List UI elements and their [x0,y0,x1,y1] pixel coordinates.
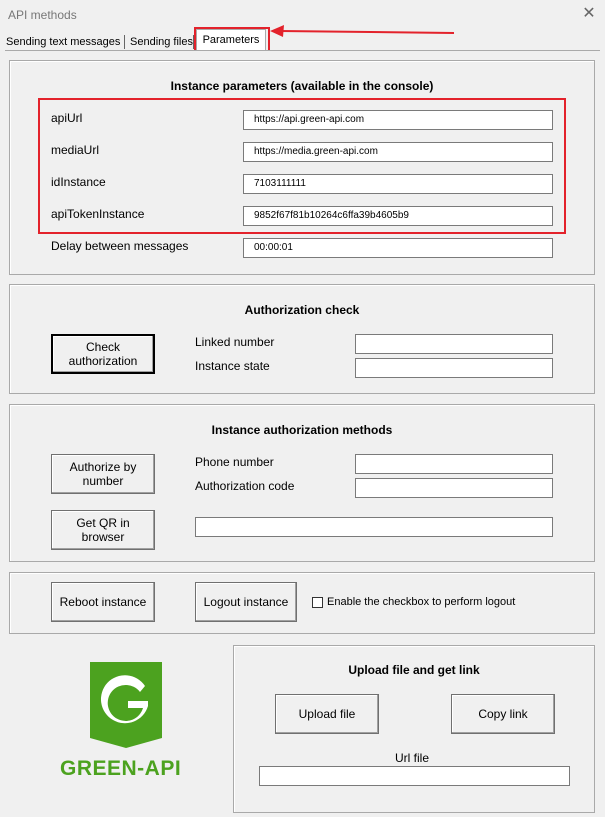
idinstance-label: idInstance [51,175,106,189]
copy-link-label: Copy link [478,707,528,721]
logout-checkbox-label: Enable the checkbox to perform logout [327,596,516,608]
get-qr-button[interactable] [51,510,155,550]
instance-state-field[interactable] [355,358,553,378]
authorize-by-number-button[interactable] [51,454,155,494]
authorize-by-number-label: Authorize by number [69,460,137,488]
green-api-logo-icon [90,662,162,748]
delay-label: Delay between messages [51,239,189,253]
green-api-logo-text: GREEN-API [60,757,182,780]
copy-link-button[interactable] [451,694,555,734]
idinstance-field[interactable]: 7103111111 [243,174,553,194]
window-title: API methods [8,8,77,22]
apiurl-field[interactable]: https://api.green-api.com [243,110,553,130]
delay-field[interactable]: 00:00:01 [243,238,553,258]
logout-checkbox[interactable] [312,597,323,608]
close-icon[interactable]: ✕ [582,5,596,22]
logout-instance-button[interactable] [195,582,297,622]
annotation-arrow-icon [268,22,458,42]
tab-highlight-box [194,27,270,51]
tab-sending-text-messages[interactable]: Sending text messages [6,36,121,48]
check-authorization-button[interactable] [51,334,155,374]
auth-check-title: Authorization check [244,303,360,317]
upload-file-label: Upload file [298,707,356,721]
authorization-code-field[interactable] [355,478,553,498]
mediaurl-field[interactable]: https://media.green-api.com [243,142,553,162]
tab-strip-line [5,50,600,51]
phone-number-label: Phone number [195,455,274,469]
authorization-code-label: Authorization code [195,479,295,493]
reboot-instance-label: Reboot instance [59,595,147,609]
url-file-field[interactable] [259,766,570,786]
upload-file-button[interactable] [275,694,379,734]
auth-methods-title: Instance authorization methods [211,423,393,437]
upload-title: Upload file and get link [348,663,480,677]
url-file-label: Url file [395,751,430,765]
check-authorization-label: Check authorization [68,340,138,368]
apitokeninstance-field[interactable]: 9852f67f81b10264c6ffa39b4605b9 [243,206,553,226]
linked-number-label: Linked number [195,335,275,349]
instance-params-title: Instance parameters (available in the console) [170,79,434,93]
instance-state-label: Instance state [195,359,270,373]
qr-link-field[interactable] [195,517,553,537]
tab-sending-files[interactable]: Sending files [130,36,193,48]
tab-divider [124,35,125,49]
logout-instance-label: Logout instance [203,595,289,609]
linked-number-field[interactable] [355,334,553,354]
apitokeninstance-label: apiTokenInstance [51,207,145,221]
tab-parameters[interactable]: Parameters [196,29,266,51]
mediaurl-label: mediaUrl [51,143,100,157]
get-qr-label: Get QR in browser [76,516,130,544]
reboot-instance-button[interactable] [51,582,155,622]
apiurl-label: apiUrl [51,111,83,125]
phone-number-field[interactable] [355,454,553,474]
